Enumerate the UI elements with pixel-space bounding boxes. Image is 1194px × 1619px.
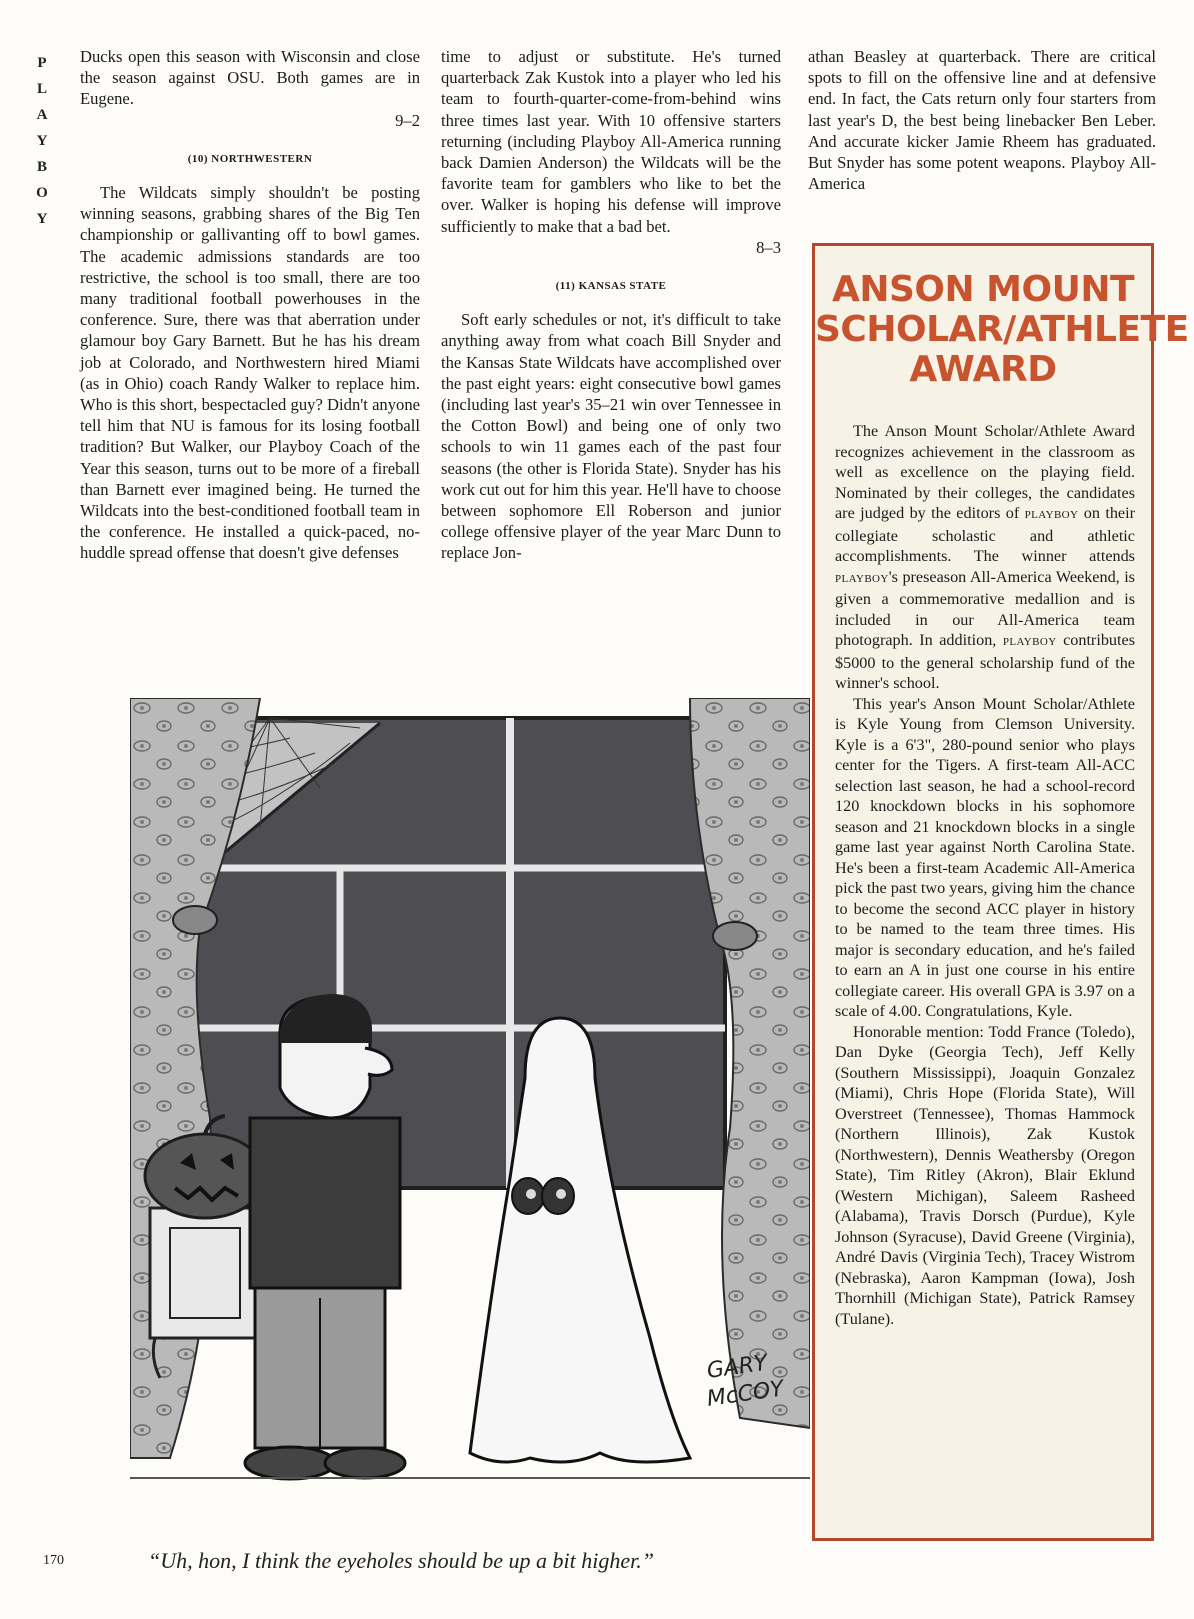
halloween-cartoon bbox=[130, 698, 810, 1528]
sidebar-body bbox=[835, 421, 1135, 1329]
cartoonist-signature: GARY bbox=[705, 1350, 770, 1384]
magazine-name-vertical bbox=[30, 50, 54, 232]
sidebar-title-line: AWARD bbox=[909, 349, 1057, 390]
team-record: 8–3 bbox=[756, 237, 781, 257]
kansas-state-paragraph: Soft early schedules or not, it's difficult to take anything away from what coach Bill Snyder and the Kansas State Wildcats have accomplished over the past eight years: eight consecutive bowl games (including last year's 35–21 win over Tennessee in the Cotton Bowl) and being one of only two schools to win 11 games each of the past four seasons (the other is Florida State). Snyder has his work cut out for him this year. He'll have to choose between sophomore Ell Roberson and junior college offensive player of the year Marc Dunn to replace Jon- bbox=[441, 310, 781, 563]
kansas-state-continuation: athan Beasley at quarterback. There are critical spots to fill on the offensive line and at defensive end. In fact, the Cats return only four starters from last year's D, the best being linebacker Ben Leber. And accurate kicker Jamie Rheem has graduated. But Snyder has some potent weapons. Playboy All-America bbox=[808, 47, 1156, 194]
vertical-letter: L bbox=[36, 81, 47, 97]
intro-record-line bbox=[80, 110, 420, 131]
section-heading-kansas-state: (11) KANSAS STATE bbox=[555, 280, 667, 293]
sidebar-paragraph-winner: This year's Anson Mount Scholar/Athlete is Kyle Young from Clemson University. Kyle is a 6'3", 280-pound senior who plays center for the Tigers. A first-team All-ACC selection last season, he had a school-record 120 knockdown blocks in his sophomore season and 21 knockdown blocks in a single game last year against North Carolina State. He's been a first-team Academic All-America pick the past two years, giving him the chance to become the second ACC player in history to be named to the team three times. His major is secondary education, and he's failed to earn an A in just one course in his entire collegiate career. His overall GPA is 3.97 on a scale of 4.00. Congratulations, Kyle. bbox=[835, 694, 1135, 1020]
article-column-2 bbox=[441, 46, 781, 564]
team-record: 9–2 bbox=[395, 110, 420, 130]
intro-text: Ducks open this season with Wisconsin and close the season against OSU. Both games are in Eugene. bbox=[80, 47, 420, 109]
vertical-letter: Y bbox=[36, 133, 48, 149]
scholar-athlete-sidebar bbox=[812, 243, 1189, 1541]
sidebar-paragraph-award: The Anson Mount Scholar/Athlete Award recognizes achievement in the classroom as well as excellence on the playing field. Nominated by their colleges, the candidates are judged by the editors of PLAYBOY on their collegiate scholastic and athletic accomplishments. The winner attends PLAYBOY's preseason All-America Weekend, is given a commemorative medallion and is included in our All-America team photograph. In addition, PLAYBOY contributes $5000 to the general scholarship fund of the winner's school. bbox=[835, 422, 1135, 692]
vertical-letter: A bbox=[36, 107, 48, 123]
vertical-letter: B bbox=[36, 159, 47, 175]
page-number: 170 bbox=[43, 1553, 64, 1568]
northwestern-continuation: time to adjust or substitute. He's turned quarterback Zak Kustok into a player who led his team to fourth-quarter-come-from-behind wins three times last year. With 10 offensive starters returning (including Playboy All-America running back Damien Anderson) the Wildcats will be the favorite team for gamblers who like to bet the over. Walker is hoping his defense will improve sufficiently to make that a bad bet. bbox=[441, 47, 781, 236]
northwestern-paragraph: The Wildcats simply shouldn't be posting winning seasons, grabbing shares of the Big Ten championship or gallivanting off to bowl games. The academic admissions standards are too restrictive, the school is too small, there are too many traditional football powerhouses in the conference. Sure, there was that aberration under glamour boy Gary Barnett. But he has his dream job at Colorado, and Northwestern hired Miami (as in Ohio) coach Randy Walker to replace him. Who is this short, bespectacled guy? Didn't anyone tell him that NU is famous for its losing football tradition? But Walker, our Playboy Coach of the Year this season, turns out to be more of a fireball than Barnett ever imagined being. He turned the Wildcats into the best-conditioned football team in the conference. He installed a quick-paced, no-huddle spread offense that doesn't give defenses bbox=[80, 183, 420, 563]
article-column-3 bbox=[808, 46, 1156, 194]
cartoonist-signature: McCOY bbox=[705, 1376, 786, 1412]
vertical-letter: O bbox=[36, 185, 48, 201]
sidebar-title-line: SCHOLAR/ATHLETE bbox=[815, 309, 1189, 350]
vertical-letter: P bbox=[37, 55, 47, 71]
article-column-1 bbox=[80, 46, 420, 564]
intro-paragraph bbox=[80, 46, 420, 110]
northwestern-record-line bbox=[441, 237, 781, 258]
vertical-letter: Y bbox=[36, 211, 48, 227]
sidebar-title-line: ANSON MOUNT bbox=[831, 269, 1135, 310]
sidebar-title bbox=[815, 269, 1189, 390]
cartoon-caption: “Uh, hon, I think the eyeholes should be up a bit higher.” bbox=[148, 1548, 654, 1573]
sidebar-paragraph-honorable-mention: Honorable mention: Todd France (Toledo), Dan Dyke (Georgia Tech), Jeff Kelly (Southern Mississippi), Joaquin Gonzalez (Miami), Chris Hope (Florida State), Will Overstreet (Tennessee), Thomas Hammock (Northern Illinois), Zak Kustok (Northwestern), Dennis Weathersby (Oregon State), Tim Ritley (Akron), Blair Eklund (Western Michigan), Saleem Rasheed (Alabama), Travis Dorsch (Purdue), Kyle Johnson (Syracuse), David Greene (Virginia), André Davis (Virginia Tech), Tracey Wistrom (Nebraska), Aaron Kampman (Iowa), Josh Thornhill (Michigan State), Patrick Ramsey (Tulane). bbox=[835, 1022, 1135, 1328]
section-heading-northwestern: (10) NORTHWESTERN bbox=[187, 152, 313, 165]
